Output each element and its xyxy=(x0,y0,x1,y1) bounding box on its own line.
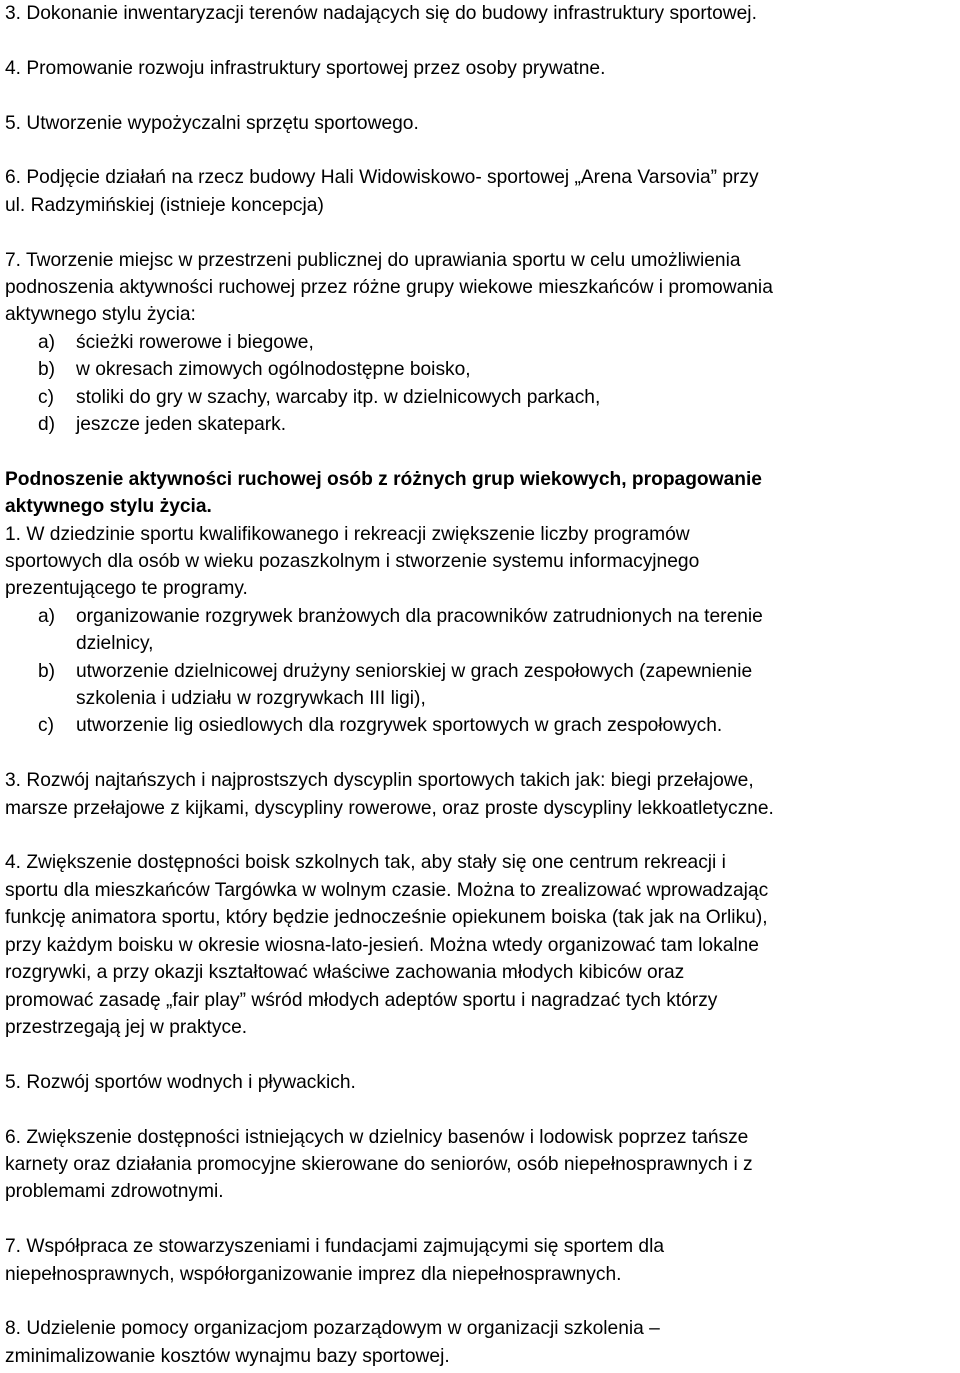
list-marker: d) xyxy=(38,414,56,436)
heading-line: Podnoszenie aktywności ruchowej osób z różnych grup wiekowych, propagowanie xyxy=(5,468,762,490)
goal-6 xyxy=(5,1124,957,1206)
text-line: 4. Promowanie rozwoju infrastruktury sportowej przez osoby prywatne. xyxy=(5,57,606,79)
text-line: ul. Radzymińskiej (istnieje koncepcja) xyxy=(5,194,324,216)
text-line: prezentującego te programy. xyxy=(5,578,248,600)
goal-8 xyxy=(5,1315,957,1370)
list-item-text: dzielnicy, xyxy=(76,633,154,655)
text-line: marsze przełajowe z kijkami, dyscypliny rowerowe, oraz proste dyscypliny lekkoatletyczne. xyxy=(5,797,774,819)
text-line: 8. Udzielenie pomocy organizacjom pozarządowym w organizacji szkolenia – xyxy=(5,1318,660,1340)
list-item-text: utworzenie lig osiedlowych dla rozgrywek sportowych w grach zespołowych. xyxy=(76,715,723,737)
text-line: problemami zdrowotnymi. xyxy=(5,1181,224,1203)
list-item xyxy=(5,356,957,383)
intro-item xyxy=(5,55,957,82)
list-marker: b) xyxy=(38,359,56,381)
list-marker: b) xyxy=(38,660,56,682)
text-line: funkcję animatora sportu, który będzie jednocześnie opiekunem boiska (tak jak na Orliku), xyxy=(5,907,768,929)
goal-5 xyxy=(5,1069,957,1096)
text-line: 6. Podjęcie działań na rzecz budowy Hali Widowiskowo- sportowej „Arena Varsovia” przy xyxy=(5,167,759,189)
text-line: niepełnosprawnych, współorganizowanie imprez dla niepełnosprawnych. xyxy=(5,1263,622,1285)
text-line: 3. Rozwój najtańszych i najprostszych dyscyplin sportowych takich jak: biegi przełajowe, xyxy=(5,770,754,792)
text-line: aktywnego stylu życia: xyxy=(5,304,196,326)
list-item-text: ścieżki rowerowe i biegowe, xyxy=(76,331,314,353)
document-page xyxy=(5,0,957,1370)
text-line: zminimalizowanie kosztów wynajmu bazy sportowej. xyxy=(5,1345,450,1367)
list-item xyxy=(5,658,957,713)
heading-line: aktywnego stylu życia. xyxy=(5,496,212,518)
section-heading xyxy=(5,466,957,521)
list-item xyxy=(5,384,957,411)
goal-1 xyxy=(5,521,957,740)
list-item xyxy=(5,329,957,356)
list-item xyxy=(5,603,957,658)
goal-3 xyxy=(5,767,957,822)
item-7 xyxy=(5,247,957,439)
text-line: 7. Współpraca ze stowarzyszeniami i fundacjami zajmującymi się sportem dla xyxy=(5,1236,665,1258)
list-marker: a) xyxy=(38,331,56,353)
text-line: 5. Utworzenie wypożyczalni sprzętu sportowego. xyxy=(5,112,419,134)
list-item-text: w okresach zimowych ogólnodostępne boisko, xyxy=(76,359,471,381)
text-line: 6. Zwiększenie dostępności istniejących w dzielnicy basenów i lodowisk poprzez tańsze xyxy=(5,1126,749,1148)
intro-item xyxy=(5,0,957,27)
intro-item xyxy=(5,164,957,219)
text-line: karnety oraz działania promocyjne skierowane do seniorów, osób niepełnosprawnych i z xyxy=(5,1153,753,1175)
list-marker: c) xyxy=(38,715,54,737)
intro-item xyxy=(5,110,957,137)
text-line: przy każdym boisku w okresie wiosna-lato-jesień. Można wtedy organizować tam lokalne xyxy=(5,934,759,956)
list-item-text: szkolenia i udziału w rozgrywkach III ligi), xyxy=(76,688,426,710)
text-line: 1. W dziedzinie sportu kwalifikowanego i rekreacji zwiększenie liczby programów xyxy=(5,523,690,545)
text-line: sportowych dla osób w wieku pozaszkolnym i stworzenie systemu informacyjnego xyxy=(5,551,700,573)
list-marker: a) xyxy=(38,605,56,627)
text-line: promować zasadę „fair play” wśród młodych adeptów sportu i nagradzać tych którzy xyxy=(5,989,718,1011)
list-item-text: utworzenie dzielnicowej drużyny seniorskiej w grach zespołowych (zapewnienie xyxy=(76,660,753,682)
goal-4 xyxy=(5,849,957,1041)
text-line: 5. Rozwój sportów wodnych i pływackich. xyxy=(5,1071,356,1093)
list-item xyxy=(5,712,957,739)
text-line: podnoszenia aktywności ruchowej przez różne grupy wiekowe mieszkańców i promowania xyxy=(5,277,773,298)
text-line: 3. Dokonanie inwentaryzacji terenów nadających się do budowy infrastruktury sportowej. xyxy=(5,3,757,24)
goal-7 xyxy=(5,1233,957,1288)
list-item-text: stoliki do gry w szachy, warcaby itp. w dzielnicowych parkach, xyxy=(76,386,601,408)
list-item xyxy=(5,411,957,438)
text-line: 4. Zwiększenie dostępności boisk szkolnych tak, aby stały się one centrum rekreacji i xyxy=(5,852,726,874)
text-line: sportu dla mieszkańców Targówka w wolnym czasie. Można to zrealizować wprowadzając xyxy=(5,879,769,901)
list-item-text: jeszcze jeden skatepark. xyxy=(76,414,287,436)
list-item-text: organizowanie rozgrywek branżowych dla pracowników zatrudnionych na terenie xyxy=(76,605,763,627)
text-line: rozgrywki, a przy okazji kształtować właściwe zachowania młodych kibiców oraz xyxy=(5,962,685,984)
list-marker: c) xyxy=(38,386,54,408)
text-line: 7. Tworzenie miejsc w przestrzeni publicznej do uprawiania sportu w celu umożliwienia xyxy=(5,249,741,271)
text-line: przestrzegają jej w praktyce. xyxy=(5,1016,248,1038)
